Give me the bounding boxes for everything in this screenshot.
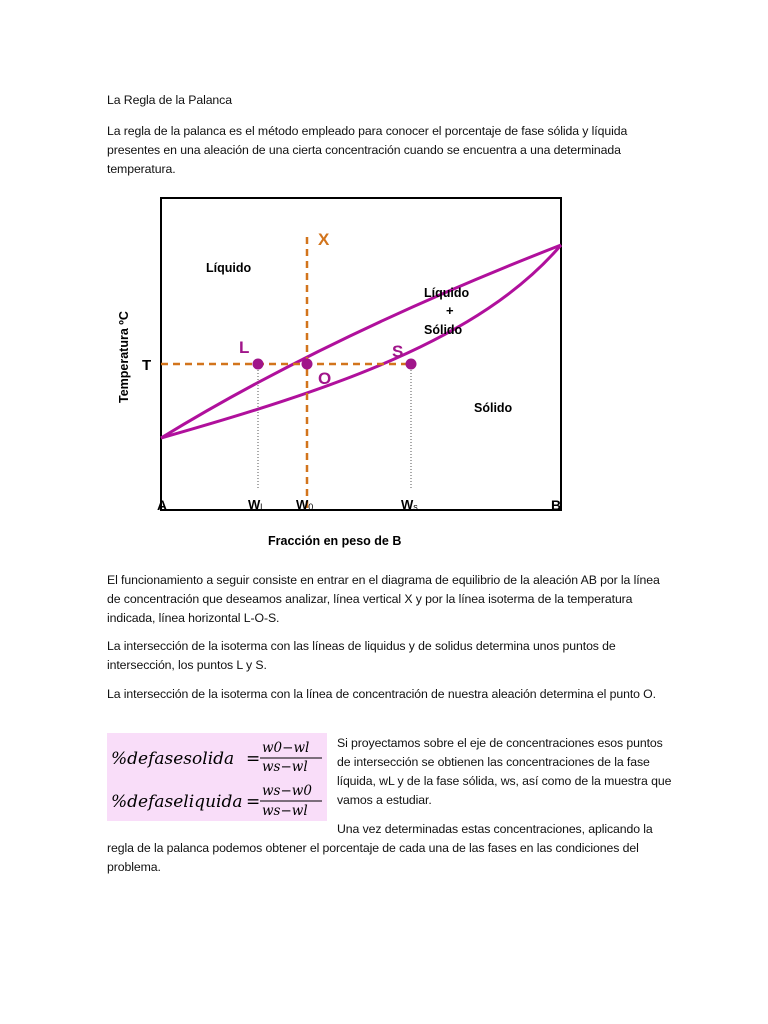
region-liquid-label: Líquido — [206, 261, 252, 275]
formula-liquid-numerator: ws−w0 — [262, 783, 312, 799]
point-l — [253, 359, 264, 370]
label-s: S — [392, 342, 404, 361]
page-title: La Regla de la Palanca — [107, 93, 232, 107]
region-mix-label-3: Sólido — [424, 323, 463, 337]
region-solid-label: Sólido — [474, 401, 513, 415]
tick-label-b: B — [551, 497, 562, 513]
lever-rule-formulas — [107, 733, 327, 821]
intro-paragraph: La regla de la palanca es el método empleado para conocer el porcentaje de fase sólida y líquida presentes en una aleación de una cierta concentración cuando se encuentra a una determinada temperatura. — [107, 124, 628, 176]
y-axis-label: Temperatura ºC — [117, 311, 131, 403]
region-mix-label-2: + — [446, 303, 454, 318]
formula-solid-numerator: w0−wl — [262, 740, 310, 756]
formula-solid-equals: = — [246, 749, 261, 769]
formula-liquid-equals: = — [246, 792, 261, 812]
label-x: X — [318, 230, 330, 249]
region-mix-label-1: Líquido — [424, 286, 470, 300]
point-s — [406, 359, 417, 370]
paragraph-projection: Si proyectamos sobre el eje de concentraciones esos puntos de intersección se obtienen las concentraciones de la fase líquida, wL y de la fase sólida, ws, así como de la muestra que vamos a estudiar. — [337, 736, 672, 807]
label-o: O — [318, 369, 332, 388]
paragraph-intersection-ls: La intersección de la isoterma con las líneas de liquidus y de solidus determina unos puntos de intersección, los puntos L y S. — [107, 639, 616, 672]
x-axis-label: Fracción en peso de B — [268, 534, 402, 548]
phase-diagram — [100, 190, 580, 560]
paragraph-intersection-o: La intersección de la isoterma con la línea de concentración de nuestra aleación determina el punto O. — [107, 687, 656, 701]
formula-liquid-label: %defaseliquida — [111, 792, 243, 812]
tick-label-a: A — [157, 497, 168, 513]
tick-label-wl: Wl — [248, 497, 263, 512]
label-l: L — [239, 338, 250, 357]
diagram-frame — [161, 198, 561, 510]
formula-liquid-denominator: ws−wl — [262, 803, 308, 819]
paragraph-method: El funcionamiento a seguir consiste en entrar en el diagrama de equilibrio de la aleación AB por la línea de concentración que deseamos analizar, línea vertical X y por la línea isoterma de la temperatura indicada, línea horizontal L-O-S. — [107, 573, 660, 625]
formula-solid-label: %defasesolida — [111, 749, 235, 769]
label-t: T — [142, 357, 152, 374]
tick-label-w0: W0 — [296, 497, 314, 512]
formula-solid-denominator: ws−wl — [262, 759, 308, 775]
point-o — [302, 359, 313, 370]
paragraph-conclusion: Una vez determinadas estas concentraciones, aplicando la regla de la palanca podemos obtener el porcentaje de cada una de las fases en las condiciones del problema. — [107, 822, 653, 874]
tick-label-ws: Ws — [401, 497, 418, 512]
